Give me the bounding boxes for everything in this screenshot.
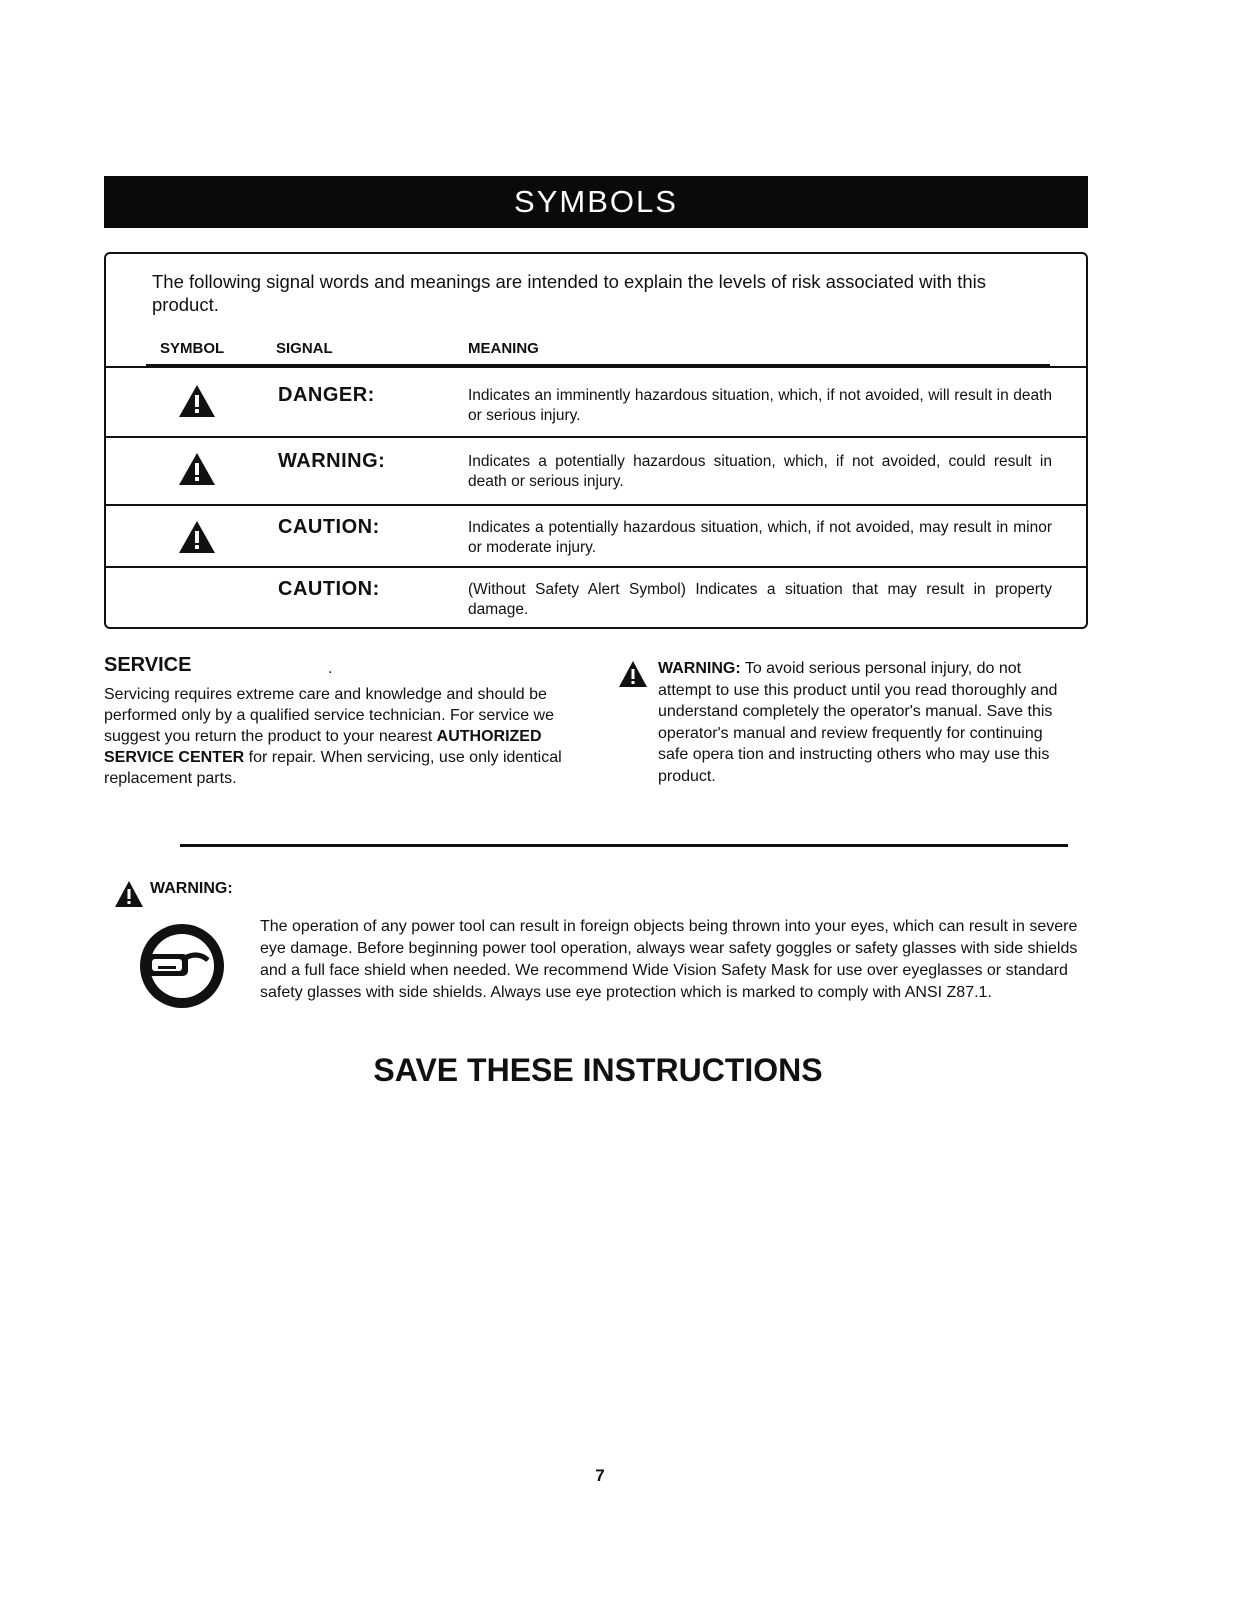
signal-word: DANGER:	[278, 384, 375, 406]
symbols-table	[104, 252, 1088, 629]
symbol-row-caution	[106, 506, 1086, 566]
safety-alert-icon	[114, 880, 144, 908]
warning-label: WARNING:	[658, 660, 741, 677]
safety-alert-icon	[178, 384, 216, 418]
column-header-signal: SIGNAL	[276, 340, 333, 357]
warning-manual-text: To avoid serious personal injury, do not attempt to use this product until you read thoroughly and understand completely the operator's manual. Save this operator's manual and review frequently for continuing safe opera tion and instructing others who may use this product.	[658, 660, 1058, 785]
warning-eye-label: WARNING:	[150, 880, 233, 897]
symbol-row-caution-property	[106, 568, 1086, 624]
signal-meaning: Indicates an imminently hazardous situation, which, if not avoided, will result in death or serious injury.	[468, 387, 1052, 424]
service-dot: .	[328, 660, 333, 677]
signal-meaning: Indicates a potentially hazardous situation, which, if not avoided, may result in minor or moderate injury.	[468, 519, 1052, 556]
authorized-service-center: AUTHORIZED SERVICE CENTER	[104, 728, 542, 766]
signal-meaning: (Without Safety Alert Symbol) Indicates a situation that may result in property damage.	[468, 581, 1052, 618]
service-body	[104, 684, 564, 789]
safety-goggles-icon	[138, 922, 226, 1010]
symbol-row-danger	[106, 368, 1086, 436]
page-number: 7	[595, 1466, 605, 1485]
safety-alert-icon	[178, 452, 216, 486]
eye-protection-text: The operation of any power tool can result in foreign objects being thrown into your eyes, which can result in severe eye damage. Before beginning power tool operation, always wear safety goggles or safety glasses with side shields and a full face shield when needed. We recommend Wide Vision Safety Mask for use over eyeglasses or standard safety glasses with side shields. Always use eye protection which is marked to comply with ANSI Z87.1.	[260, 918, 1078, 1001]
safety-alert-icon	[178, 520, 216, 554]
symbols-intro: The following signal words and meanings are intended to explain the levels of risk associated with this product.	[152, 271, 986, 315]
banner-title: SYMBOLS	[514, 184, 678, 219]
symbols-banner	[104, 176, 1088, 228]
service-text: Servicing requires extreme care and knowledge and should be performed only by a qualified service technician. For service we suggest you return the product to your nearest	[104, 686, 554, 745]
signal-word: CAUTION:	[278, 516, 380, 538]
signal-word: CAUTION:	[278, 578, 380, 600]
section-divider	[180, 844, 1068, 847]
service-heading: SERVICE	[104, 654, 192, 676]
column-header-symbol: SYMBOL	[160, 340, 225, 357]
save-instructions: SAVE THESE INSTRUCTIONS	[373, 1052, 823, 1088]
column-header-meaning: MEANING	[468, 340, 539, 357]
signal-meaning: Indicates a potentially hazardous situation, which, if not avoided, could result in death or serious injury.	[468, 453, 1052, 490]
warning-manual	[658, 658, 1068, 787]
safety-alert-icon	[618, 660, 648, 688]
symbol-row-warning	[106, 438, 1086, 504]
service-text-end: for repair. When servicing, use only identical replacement parts.	[104, 749, 562, 787]
signal-word: WARNING:	[278, 450, 386, 472]
